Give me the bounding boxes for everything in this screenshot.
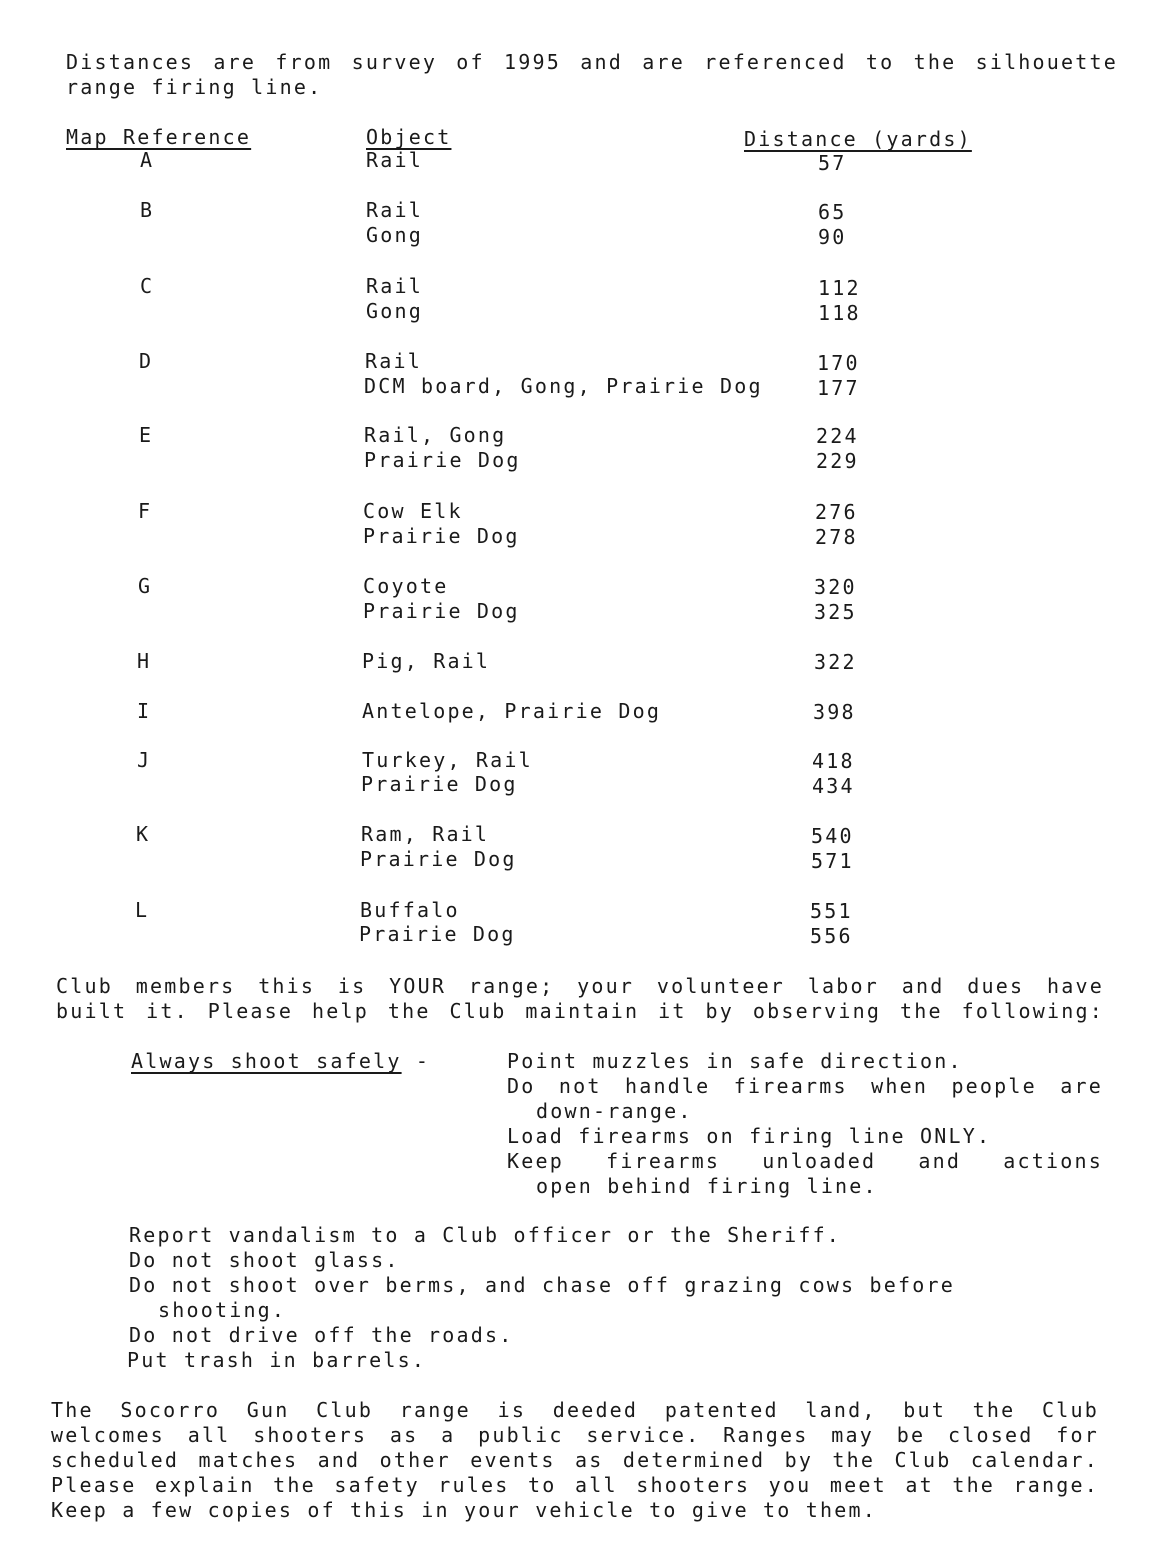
- distance-cell: 418: [812, 749, 855, 773]
- object-cell: Gong: [366, 223, 423, 247]
- safety-rule-2: Do not handle firearms when people are: [507, 1074, 1103, 1098]
- ref-L: L: [135, 898, 150, 922]
- distance-cell: 224: [816, 424, 859, 448]
- object-cell: Buffalo: [360, 898, 460, 922]
- intro-paragraph: [66, 50, 1118, 100]
- object-cell: Gong: [366, 299, 423, 323]
- object-cell: Pig, Rail: [362, 649, 491, 673]
- safety-heading: Always shoot safely: [131, 1049, 402, 1073]
- other-rules: [129, 1223, 1009, 1373]
- ref-A: A: [140, 148, 155, 172]
- ref-G: G: [138, 574, 153, 598]
- distance-cell: 398: [813, 700, 856, 724]
- closing-line-2: welcomes all shooters as a public service. Ranges may be closed for: [51, 1423, 1099, 1447]
- intro-line-1: Distances are from survey of 1995 and are referenced to the silhouette: [66, 50, 1118, 74]
- distance-cell: 90: [818, 225, 847, 249]
- object-cell: Antelope, Prairie Dog: [362, 699, 662, 723]
- header-distance: Distance (yards): [744, 127, 972, 151]
- closing-line-4: Please explain the safety rules to all shooters you meet at the range.: [51, 1473, 1099, 1497]
- distance-cell: 170: [817, 351, 860, 375]
- object-cell: Prairie Dog: [361, 772, 518, 796]
- safety-rule-4-cont: open behind firing line.: [536, 1174, 878, 1198]
- ref-B: B: [140, 198, 155, 222]
- distance-cell: 112: [818, 276, 861, 300]
- distance-cell: 177: [817, 376, 860, 400]
- safety-heading-row: [131, 1049, 430, 1074]
- safety-rule-4: Keep firearms unloaded and actions: [507, 1149, 1103, 1173]
- object-cell: Prairie Dog: [364, 448, 521, 472]
- ref-K: K: [136, 822, 151, 846]
- distance-cell: 322: [814, 650, 857, 674]
- rule-no-berms: Do not shoot over berms, and chase off grazing cows before: [129, 1273, 955, 1297]
- distance-cell: 434: [812, 774, 855, 798]
- object-cell: Prairie Dog: [360, 847, 517, 871]
- ref-I: I: [137, 699, 152, 723]
- distance-cell: 320: [814, 575, 857, 599]
- safety-dash: -: [401, 1049, 431, 1073]
- distance-cell: 556: [810, 924, 853, 948]
- rule-trash: Put trash in barrels.: [127, 1348, 427, 1372]
- ref-J: J: [137, 748, 152, 772]
- object-cell: Coyote: [363, 574, 449, 598]
- object-cell: Rail: [366, 198, 423, 222]
- members-line-2: built it. Please help the Club maintain it by observing the following:: [56, 999, 1104, 1023]
- distance-cell: 65: [818, 200, 847, 224]
- rule-no-glass: Do not shoot glass.: [129, 1248, 400, 1272]
- distance-cell: 276: [815, 500, 858, 524]
- distance-cell: 229: [816, 449, 859, 473]
- closing-line-3: scheduled matches and other events as determined by the Club calendar.: [51, 1448, 1099, 1472]
- object-cell: Cow Elk: [363, 499, 463, 523]
- header-map-reference: Map Reference: [66, 125, 252, 149]
- rule-no-off-road: Do not drive off the roads.: [129, 1323, 514, 1347]
- object-cell: Rail: [365, 349, 422, 373]
- ref-D: D: [139, 349, 154, 373]
- object-cell: Turkey, Rail: [362, 748, 533, 772]
- object-cell: Prairie Dog: [363, 599, 520, 623]
- safety-rule-1: Point muzzles in safe direction.: [507, 1049, 963, 1073]
- safety-rule-2-cont: down-range.: [536, 1099, 693, 1123]
- safety-rules: [507, 1049, 1103, 1199]
- closing-line-1: The Socorro Gun Club range is deeded patented land, but the Club: [51, 1398, 1099, 1422]
- distance-cell: 278: [815, 525, 858, 549]
- closing-line-5: Keep a few copies of this in your vehicle to give to them.: [51, 1498, 877, 1522]
- object-cell: Ram, Rail: [361, 822, 490, 846]
- object-cell: Prairie Dog: [359, 922, 516, 946]
- ref-F: F: [138, 499, 153, 523]
- ref-C: C: [140, 274, 155, 298]
- object-cell: Prairie Dog: [363, 524, 520, 548]
- distance-cell: 551: [810, 899, 853, 923]
- object-cell: Rail: [366, 274, 423, 298]
- object-cell: Rail, Gong: [364, 423, 507, 447]
- rule-report-vandalism: Report vandalism to a Club officer or the Sheriff.: [129, 1223, 842, 1247]
- ref-H: H: [137, 649, 152, 673]
- distance-cell: 325: [814, 600, 857, 624]
- intro-line-2: range firing line.: [66, 75, 323, 99]
- members-line-1: Club members this is YOUR range; your volunteer labor and dues have: [56, 974, 1104, 998]
- object-cell: Rail: [366, 148, 423, 172]
- closing-paragraph: [51, 1398, 1099, 1523]
- distance-cell: 540: [811, 824, 854, 848]
- rule-no-berms-cont: shooting.: [158, 1298, 287, 1322]
- distance-cell: 57: [818, 151, 847, 175]
- distance-cell: 118: [818, 301, 861, 325]
- distance-cell: 571: [811, 849, 854, 873]
- ref-E: E: [139, 423, 154, 447]
- safety-rule-3: Load firearms on firing line ONLY.: [507, 1124, 992, 1148]
- object-cell: DCM board, Gong, Prairie Dog: [364, 374, 763, 398]
- members-paragraph: [56, 974, 1104, 1024]
- header-object: Object: [366, 125, 452, 149]
